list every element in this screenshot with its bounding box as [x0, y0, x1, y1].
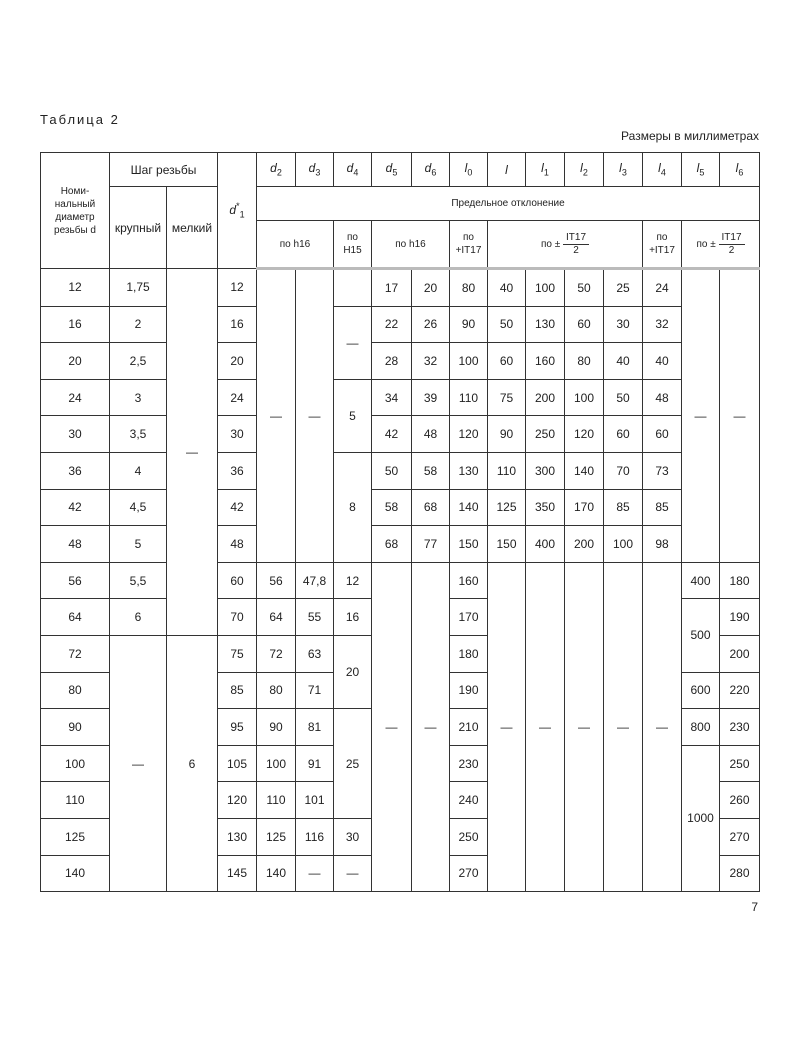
cell-d3: 63: [296, 635, 334, 672]
cell-l4: 85: [643, 489, 682, 526]
header-col-l3: $l_3$: [604, 153, 643, 187]
cell-d2: 64: [257, 599, 296, 636]
cell-d5: 28: [372, 343, 412, 380]
table-caption: Таблица 2: [40, 112, 120, 127]
cell-l5-merged: 1000: [682, 745, 720, 891]
cell-d5: 22: [372, 306, 412, 343]
header-col-l4: $l_4$: [643, 153, 682, 187]
cell-l2: 50: [565, 269, 604, 307]
cell-l5: 400: [682, 562, 720, 599]
cell-l1: 300: [526, 452, 565, 489]
cell-l4: 32: [643, 306, 682, 343]
cell-nominal-d: 20: [41, 343, 110, 380]
cell-l2: 140: [565, 452, 604, 489]
header-col-d6: $d_6$: [412, 153, 450, 187]
table-row: [41, 526, 760, 563]
cell-d2: 100: [257, 745, 296, 782]
cell-l2-merged: —: [565, 562, 604, 891]
cell-d5: 50: [372, 452, 412, 489]
cell-l3: 40: [604, 343, 643, 380]
cell-l6: 220: [720, 672, 760, 709]
cell-l0: 130: [450, 452, 488, 489]
header-col-l1: $l_1$: [526, 153, 565, 187]
cell-nominal-d: 12: [41, 269, 110, 307]
cell-d6: 32: [412, 343, 450, 380]
cell-l-merged: —: [488, 562, 526, 891]
cell-l: 60: [488, 343, 526, 380]
header-coarse: крупный: [110, 187, 167, 269]
header-col-l2: $l_2$: [565, 153, 604, 187]
cell-fine-merged: 6: [167, 635, 218, 891]
tol-pm-it17-a: по ± $\frac{IT17}{2}$: [488, 221, 643, 269]
cell-d1: 70: [218, 599, 257, 636]
cell-nominal-d: 24: [41, 379, 110, 416]
header-nominal-diameter: Номи- нальный диаметр резьбы d: [41, 153, 110, 269]
cell-d4: 30: [334, 818, 372, 855]
cell-d2: 125: [257, 818, 296, 855]
cell-l6-merged: —: [720, 269, 760, 563]
cell-l6: 200: [720, 635, 760, 672]
cell-l0: 250: [450, 818, 488, 855]
cell-d6: 26: [412, 306, 450, 343]
cell-d4-top-blank: [334, 269, 372, 307]
cell-l0: 180: [450, 635, 488, 672]
header-pitch: Шаг резьбы: [110, 153, 218, 187]
cell-l3: 50: [604, 379, 643, 416]
cell-l3: 85: [604, 489, 643, 526]
cell-nominal-d: 36: [41, 452, 110, 489]
cell-d1: 30: [218, 416, 257, 453]
cell-d1: 85: [218, 672, 257, 709]
cell-d3: 47,8: [296, 562, 334, 599]
cell-l5: 600: [682, 672, 720, 709]
cell-d2: 90: [257, 709, 296, 746]
cell-d1: 42: [218, 489, 257, 526]
cell-d4-merged: 5: [334, 379, 372, 452]
cell-d5: 34: [372, 379, 412, 416]
cell-d3-merged: —: [296, 269, 334, 563]
tol-h15: по H15: [334, 221, 372, 269]
cell-l1: 160: [526, 343, 565, 380]
cell-l0: 140: [450, 489, 488, 526]
cell-d1: 24: [218, 379, 257, 416]
cell-d1: 20: [218, 343, 257, 380]
cell-d2: 140: [257, 855, 296, 892]
header-col-l6: $l_6$: [720, 153, 760, 187]
cell-d2: 56: [257, 562, 296, 599]
cell-l: 90: [488, 416, 526, 453]
cell-coarse-merged: —: [110, 635, 167, 891]
cell-l6: 260: [720, 782, 760, 819]
cell-d6: 77: [412, 526, 450, 563]
header-col-d4: $d_4$: [334, 153, 372, 187]
cell-d4: —: [334, 855, 372, 892]
cell-l1: 130: [526, 306, 565, 343]
cell-d3: —: [296, 855, 334, 892]
tol-h16-b: по h16: [372, 221, 450, 269]
cell-l2: 60: [565, 306, 604, 343]
header-col-d3: $d_3$: [296, 153, 334, 187]
cell-l0: 170: [450, 599, 488, 636]
cell-l0: 90: [450, 306, 488, 343]
cell-l0: 210: [450, 709, 488, 746]
cell-d3: 91: [296, 745, 334, 782]
cell-d5-merged: —: [372, 562, 412, 891]
cell-l: 125: [488, 489, 526, 526]
cell-d1: 75: [218, 635, 257, 672]
cell-nominal-d: 16: [41, 306, 110, 343]
cell-d6: 20: [412, 269, 450, 307]
cell-d3: 81: [296, 709, 334, 746]
cell-d1: 12: [218, 269, 257, 307]
cell-l4-merged: —: [643, 562, 682, 891]
cell-d3: 55: [296, 599, 334, 636]
cell-d5: 17: [372, 269, 412, 307]
cell-coarse: 1,75: [110, 269, 167, 307]
cell-d1: 145: [218, 855, 257, 892]
cell-l: 40: [488, 269, 526, 307]
cell-l4: 24: [643, 269, 682, 307]
cell-coarse: 5: [110, 526, 167, 563]
cell-l0: 190: [450, 672, 488, 709]
tol-it17-b: по +IT17: [643, 221, 682, 269]
cell-d1: 16: [218, 306, 257, 343]
cell-d6: 58: [412, 452, 450, 489]
table-row: [41, 562, 760, 599]
cell-nominal-d: 48: [41, 526, 110, 563]
cell-l2: 170: [565, 489, 604, 526]
header-col-l0: $l_0$: [450, 153, 488, 187]
cell-l3: 100: [604, 526, 643, 563]
cell-l6: 180: [720, 562, 760, 599]
cell-d2: 72: [257, 635, 296, 672]
cell-nominal-d: 80: [41, 672, 110, 709]
table-row: [41, 452, 760, 489]
cell-coarse: 4: [110, 452, 167, 489]
cell-l4: 98: [643, 526, 682, 563]
cell-l3: 70: [604, 452, 643, 489]
cell-nominal-d: 72: [41, 635, 110, 672]
cell-nominal-d: 125: [41, 818, 110, 855]
cell-l0: 80: [450, 269, 488, 307]
cell-l0: 230: [450, 745, 488, 782]
cell-d4-merged: 25: [334, 709, 372, 819]
cell-coarse: 5,5: [110, 562, 167, 599]
cell-l3: 30: [604, 306, 643, 343]
table-row: [41, 269, 760, 307]
cell-nominal-d: 100: [41, 745, 110, 782]
cell-d6: 48: [412, 416, 450, 453]
cell-d5: 42: [372, 416, 412, 453]
cell-d1: 95: [218, 709, 257, 746]
cell-d1: 60: [218, 562, 257, 599]
cell-l3: 60: [604, 416, 643, 453]
cell-l5-merged: 500: [682, 599, 720, 672]
cell-d1: 130: [218, 818, 257, 855]
header-d1: $d^*_1$: [218, 153, 257, 269]
cell-coarse: 4,5: [110, 489, 167, 526]
cell-l1: 350: [526, 489, 565, 526]
cell-l6: 230: [720, 709, 760, 746]
cell-d4-merged: 20: [334, 635, 372, 708]
cell-d6: 39: [412, 379, 450, 416]
cell-l4: 73: [643, 452, 682, 489]
table-row: [41, 416, 760, 453]
cell-d1: 120: [218, 782, 257, 819]
cell-l1: 400: [526, 526, 565, 563]
page-number: 7: [751, 900, 758, 914]
header-col-l: l: [488, 153, 526, 187]
tol-h16-a: по h16: [257, 221, 334, 269]
cell-l1: 200: [526, 379, 565, 416]
cell-nominal-d: 30: [41, 416, 110, 453]
cell-l: 150: [488, 526, 526, 563]
cell-d1: 48: [218, 526, 257, 563]
cell-l2: 120: [565, 416, 604, 453]
cell-d3: 71: [296, 672, 334, 709]
cell-l6: 280: [720, 855, 760, 892]
cell-l: 110: [488, 452, 526, 489]
cell-l1: 100: [526, 269, 565, 307]
cell-l6: 250: [720, 745, 760, 782]
cell-l1-merged: —: [526, 562, 565, 891]
table-row: [41, 379, 760, 416]
header-fine: мелкий: [167, 187, 218, 269]
cell-fine-merged: —: [167, 269, 218, 636]
units-note: Размеры в миллиметрах: [621, 129, 759, 143]
cell-l0: 110: [450, 379, 488, 416]
header-col-l5: $l_5$: [682, 153, 720, 187]
cell-l2: 200: [565, 526, 604, 563]
cell-l0: 160: [450, 562, 488, 599]
cell-l0: 120: [450, 416, 488, 453]
cell-d1: 105: [218, 745, 257, 782]
cell-d4: 16: [334, 599, 372, 636]
table-body: [41, 269, 760, 892]
cell-l3: 25: [604, 269, 643, 307]
cell-d5: 68: [372, 526, 412, 563]
cell-d2: 80: [257, 672, 296, 709]
header-col-d2: $d_2$: [257, 153, 296, 187]
cell-nominal-d: 42: [41, 489, 110, 526]
cell-d4: 12: [334, 562, 372, 599]
cell-nominal-d: 64: [41, 599, 110, 636]
cell-l4: 40: [643, 343, 682, 380]
cell-d2: 110: [257, 782, 296, 819]
tol-it17-a: по +IT17: [450, 221, 488, 269]
cell-nominal-d: 110: [41, 782, 110, 819]
cell-coarse: 2,5: [110, 343, 167, 380]
cell-l0: 100: [450, 343, 488, 380]
cell-nominal-d: 140: [41, 855, 110, 892]
cell-coarse: 3,5: [110, 416, 167, 453]
cell-l2: 100: [565, 379, 604, 416]
cell-l6: 270: [720, 818, 760, 855]
cell-l: 50: [488, 306, 526, 343]
table-row: [41, 343, 760, 380]
cell-l5: 800: [682, 709, 720, 746]
cell-l0: 240: [450, 782, 488, 819]
cell-l5-merged: —: [682, 269, 720, 563]
cell-d6-merged: —: [412, 562, 450, 891]
cell-d2-merged: —: [257, 269, 296, 563]
cell-l1: 250: [526, 416, 565, 453]
dimensions-table: [40, 152, 760, 892]
cell-l: 75: [488, 379, 526, 416]
cell-l0: 150: [450, 526, 488, 563]
cell-d3: 101: [296, 782, 334, 819]
cell-coarse: 3: [110, 379, 167, 416]
table-row: [41, 306, 760, 343]
cell-l3-merged: —: [604, 562, 643, 891]
cell-l0: 270: [450, 855, 488, 892]
table-row: [41, 489, 760, 526]
cell-l6: 190: [720, 599, 760, 636]
cell-d5: 58: [372, 489, 412, 526]
tol-pm-it17-b: по ± $\frac{IT17}{2}$: [682, 221, 760, 269]
cell-l2: 80: [565, 343, 604, 380]
cell-coarse: 6: [110, 599, 167, 636]
cell-d4-dash: —: [334, 306, 372, 379]
cell-d3: 116: [296, 818, 334, 855]
cell-d4-merged: 8: [334, 452, 372, 562]
cell-nominal-d: 56: [41, 562, 110, 599]
cell-l4: 60: [643, 416, 682, 453]
cell-l4: 48: [643, 379, 682, 416]
cell-d6: 68: [412, 489, 450, 526]
cell-coarse: 2: [110, 306, 167, 343]
cell-nominal-d: 90: [41, 709, 110, 746]
header-col-d5: $d_5$: [372, 153, 412, 187]
header-limit-deviation: Предельное отклонение: [257, 187, 760, 221]
cell-d1: 36: [218, 452, 257, 489]
